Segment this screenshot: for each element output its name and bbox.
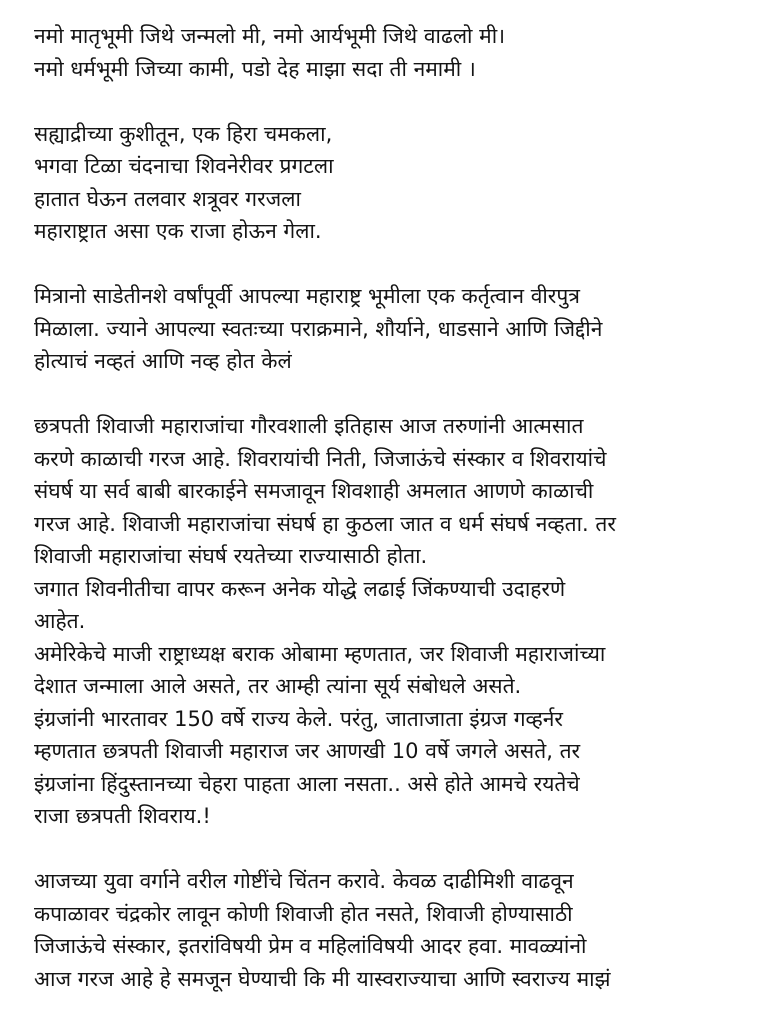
paragraph-poem-opening: [34, 20, 744, 85]
text-line: नमो धर्मभूमी जिच्या कामी, पडो देह माझा सदा ती नमामी ।: [34, 56, 476, 81]
paragraph-poem-verse: [34, 118, 744, 248]
text-line: होत्याचं नव्हतं आणि नव्ह होत केलं: [34, 349, 292, 373]
text-line: इंग्रजांना हिंदुस्तानच्या चेहरा पाहता आला नसता.. असे होते आमचे रयतेचे: [34, 771, 580, 796]
paragraph-youth-message: [34, 865, 744, 995]
text-line: हातात घेऊन तलवार शत्रूवर गरजला: [34, 186, 301, 211]
text-line: महाराष्ट्रात असा एक राजा होऊन गेला.: [34, 219, 322, 243]
text-line: आजच्या युवा वर्गाने वरील गोष्टींचे चिंतन करावे. केवळ दाढीमिशी वाढवून: [34, 869, 574, 893]
text-line: सह्याद्रीच्या कुशीतून, एक हिरा चमकला,: [34, 121, 333, 146]
text-line: छत्रपती शिवाजी महाराजांचा गौरवशाली इतिहास आज तरुणांनी आत्मसात: [34, 414, 584, 438]
text-line: भगवा टिळा चंदनाचा शिवनेरीवर प्रगटला: [34, 154, 334, 178]
text-line: जगात शिवनीतीचा वापर करून अनेक योद्धे लढाई जिंकण्याची उदाहरणे: [34, 576, 566, 601]
text-line: म्हणतात छत्रपती शिवाजी महाराज जर आणखी 10 वर्षे जगले असते, तर: [34, 739, 581, 763]
text-line: मिळाला. ज्याने आपल्या स्वतःच्या पराक्रमाने, शौर्याने, धाडसाने आणि जिद्दीने: [34, 316, 603, 341]
paragraph-introduction: [34, 280, 744, 378]
text-line: आहेत.: [34, 609, 86, 633]
text-line: गरज आहे. शिवाजी महाराजांचा संघर्ष हा कुठला जात व धर्म संघर्ष नव्हता. तर: [34, 511, 616, 536]
text-line: जिजाऊंचे संस्कार, इतरांविषयी प्रेम व महिलांविषयी आदर हवा. मावळ्यांनो: [34, 934, 587, 958]
text-line: शिवाजी महाराजांचा संघर्ष रयतेच्या राज्यासाठी होता.: [34, 544, 428, 568]
text-line: राजा छत्रपती शिवराय.!: [34, 804, 211, 828]
text-line: इंग्रजांनी भारतावर 150 वर्षे राज्य केले. परंतु, जाताजाता इंग्रज गव्हर्नर: [34, 706, 564, 731]
text-line: आज गरज आहे हे समजून घेण्याची कि मी यास्वराज्याचा आणि स्वराज्य माझं: [34, 966, 611, 991]
text-line: नमो मातृभूमी जिथे जन्मलो मी, नमो आर्यभूमी जिथे वाढलो मी।: [34, 24, 506, 48]
text-line: संघर्ष या सर्व बाबी बारकाईने समजावून शिवशाही अमलात आणणे काळाची: [34, 479, 594, 503]
text-line: अमेरिकेचे माजी राष्ट्राध्यक्ष बराक ओबामा म्हणतात, जर शिवाजी महाराजांच्या: [34, 641, 606, 666]
text-line: कपाळावर चंद्रकोर लावून कोणी शिवाजी होत नसते, शिवाजी होण्यासाठी: [34, 901, 573, 926]
text-line: देशात जन्माला आले असते, तर आम्ही त्यांना सूर्य संबोधले असते.: [34, 674, 522, 698]
paragraph-history: [34, 410, 744, 833]
text-line: मित्रानो साडेतीनशे वर्षांपूर्वी आपल्या महाराष्ट्र भूमीला एक कर्तृत्वान वीरपुत्र: [34, 284, 580, 308]
text-line: करणे काळाची गरज आहे. शिवरायांची निती, जिजाऊंचे संस्कार व शिवरायांचे: [34, 446, 607, 471]
